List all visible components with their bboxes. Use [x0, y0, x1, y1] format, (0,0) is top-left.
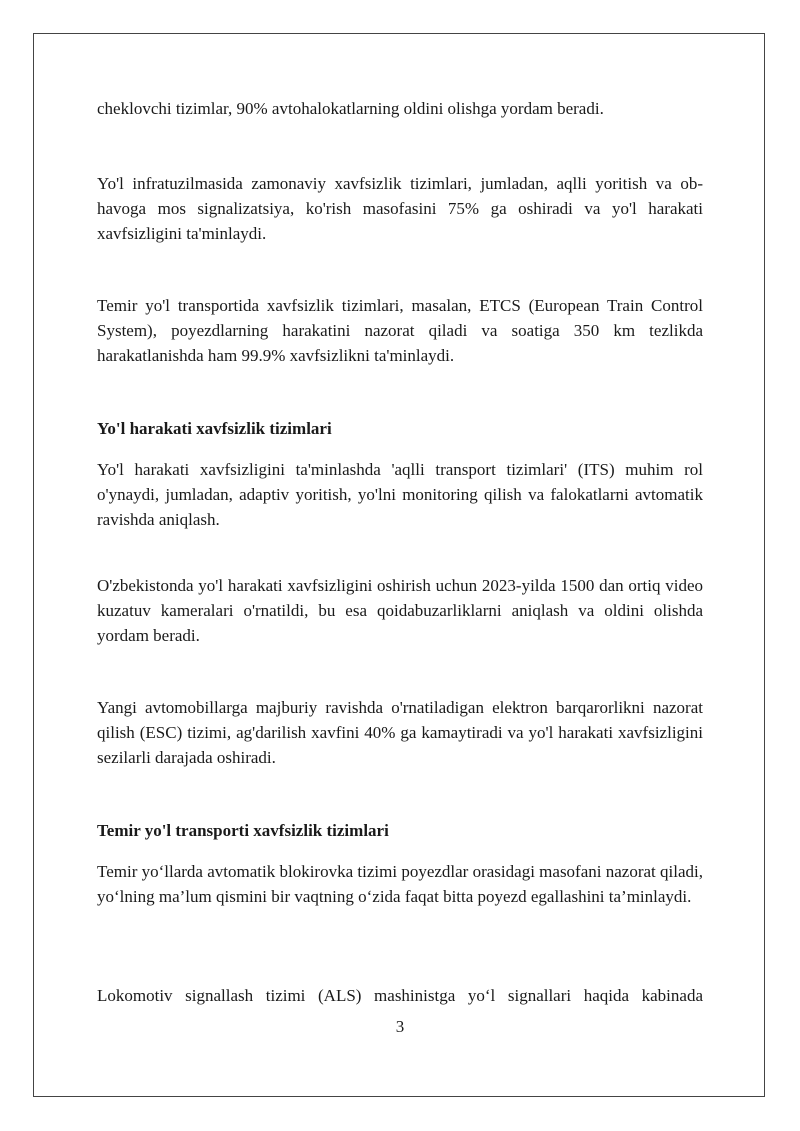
section-heading-rail-safety: Temir yo'l transporti xavfsizlik tizimlari: [97, 821, 389, 840]
paragraph-auto-blocking: Temir yo‘llarda avtomatik blokirovka tizimi poyezdlar orasidagi masofani nazorat qiladi, yo‘lning ma’lum qismini bir vaqtning o‘zida faqat bitta poyezd egallashini ta’minlaydi.: [97, 862, 703, 906]
page-number: 3: [395, 1017, 405, 1036]
section-heading-road-safety: Yo'l harakati xavfsizlik tizimlari: [97, 419, 332, 438]
paragraph-seatbelt-systems: cheklovchi tizimlar, 90% avtohalokatlarning oldini olishga yordam beradi.: [97, 99, 604, 118]
paragraph-esc: Yangi avtomobillarga majburiy ravishda o'rnatiladigan elektron barqarorlikni nazorat qilish (ESC) tizimi, ag'darilish xavfini 40% ga kamaytiradi va yo'l harakati xavfsizligini sezilarli darajada oshiradi.: [97, 698, 703, 767]
paragraph-als: Lokomotiv signallash tizimi (ALS) mashinistga yo‘l signallari haqida kabinada: [97, 986, 703, 1005]
paragraph-its: Yo'l harakati xavfsizligini ta'minlashda 'aqlli transport tizimlari' (ITS) muhim rol o'ynaydi, jumladan, adaptiv yoritish, yo'lni monitoring qilish va falokatlarni avtomatik ravishda aniqlash.: [97, 460, 703, 529]
paragraph-etcs: Temir yo'l transportida xavfsizlik tizimlari, masalan, ETCS (European Train Control System), poyezdlarning harakatini nazorat qiladi va soatiga 350 km tezlikda harakatlanishda ham 99.9% xavfsizlikni ta'minlaydi.: [97, 296, 703, 365]
paragraph-video-cameras: O'zbekistonda yo'l harakati xavfsizligini oshirish uchun 2023-yilda 1500 dan ortiq video kuzatuv kameralari o'rnatildi, bu esa qoidabuzarliklarni aniqlash va oldini olishda yordam beradi.: [97, 576, 703, 645]
paragraph-road-infrastructure: Yo'l infratuzilmasida zamonaviy xavfsizlik tizimlari, jumladan, aqlli yoritish va ob-havoga mos signalizatsiya, ko'rish masofasini 75% ga oshiradi va yo'l harakati xavfsizligini ta'minlaydi.: [97, 174, 703, 243]
